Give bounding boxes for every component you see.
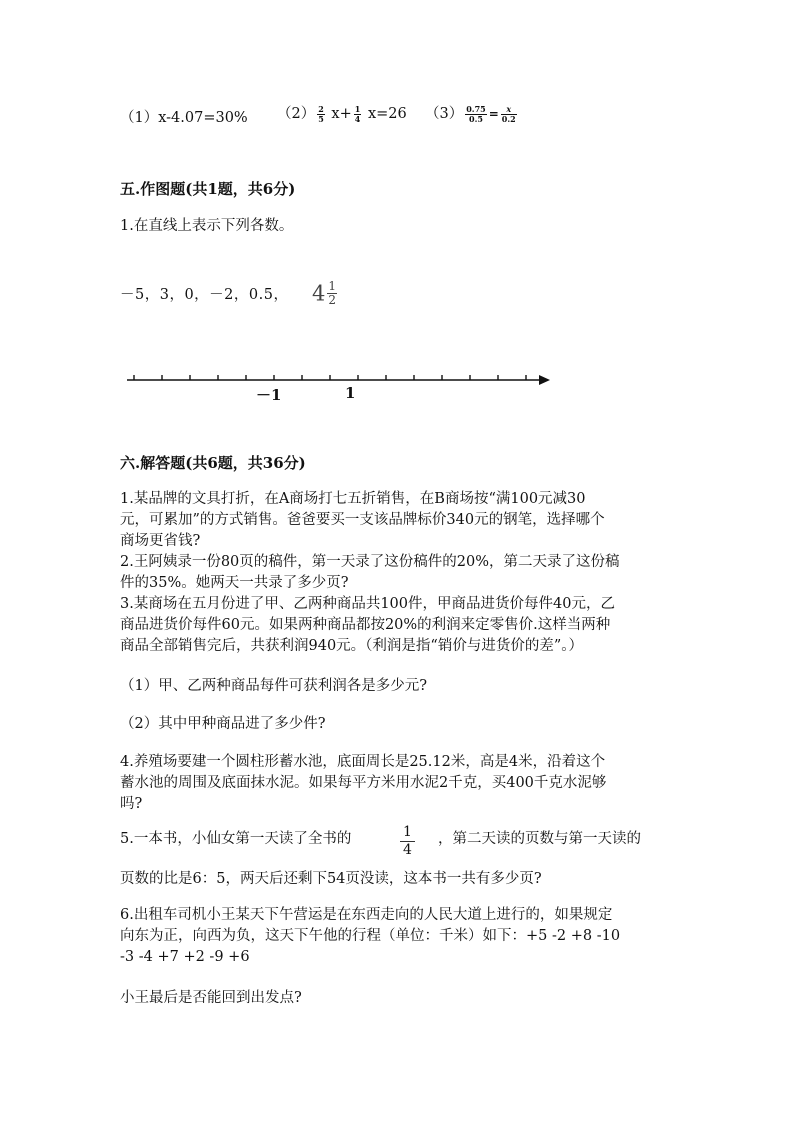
question-6-question: 小王最后是否能回到出发点? <box>120 990 302 1006</box>
question-5-fraction: $\frac{1}{4}$ <box>398 824 417 859</box>
equation-3-prefix: （3） <box>425 106 464 122</box>
equation-1: （1）x-4.07=30% <box>120 110 248 126</box>
question-5-line-2: 页数的比是6：5，两天后还剩下54页没读，这本书一共有多少页? <box>120 871 542 887</box>
question-3-sub-2: （2）其中甲种商品进了多少件? <box>120 716 326 732</box>
equation-2-suffix: x=26 <box>367 106 407 122</box>
equation-2-mid: x+ <box>331 106 352 122</box>
fraction-left: $\frac{0.75}{0.5}$ <box>466 103 486 124</box>
fraction-two-fifths: $\frac{2}{5}$ <box>318 103 324 124</box>
question-5-part-2: ，第二天读的页数与第一天读的 <box>438 831 641 847</box>
question-6: 6.出租车司机小王某天下午营运是在东西走向的人民大道上进行的，如果规定 向东为正，向西为负，这天下午他的行程（单位：千米）如下：+5 -2 +8 -10 -3 -4 +7 +2 -9 +6 <box>120 907 621 965</box>
axis-label-negative-one: －1 <box>256 386 282 404</box>
equation-3 <box>425 104 519 125</box>
mixed-number <box>312 280 339 307</box>
axis-label-one: 1 <box>345 384 356 402</box>
equals-sign: = <box>488 107 499 121</box>
numbers-list: －5，3，0，－2，0.5， <box>120 287 289 303</box>
number-line-arrow <box>539 375 550 385</box>
equation-2 <box>277 104 407 125</box>
mixed-number-fraction: $\frac{1}{2}$ <box>328 279 337 307</box>
question-3: 3.某商场在五月份进了甲、乙两种商品共100件，甲商品进货价每件40元，乙 商品进货价每件60元。如果两种商品都按20%的利润来定零售价.这样当两种 商品全部销售完后，共获利润940元。（利润是指“销价与进货价的差”。） <box>120 596 615 654</box>
question-5-part-1: 5.一本书，小仙女第一天读了全书的 <box>120 831 352 847</box>
number-line <box>120 368 560 408</box>
question-1: 1.某品牌的文具打折，在A商场打七五折销售，在B商场按“满100元减30 元，可累加”的方式销售。爸爸要买一支该品牌标价340元的钢笔，选择哪个 商场更省钱? <box>120 491 605 549</box>
question-4: 4.养殖场要建一个圆柱形蓄水池，底面周长是25.12米，高是4米，沿着这个 蓄水池的周围及底面抹水泥。如果每平方米用水泥2千克，买400千克水泥够 吗? <box>120 754 607 812</box>
question-2: 2.王阿姨录一份80页的稿件，第一天录了这份稿件的20%，第二天录了这份稿 件的35%。她两天一共录了多少页? <box>120 554 620 591</box>
fraction-one-quarter: $\frac{1}{4}$ <box>354 103 361 124</box>
equation-2-prefix: （2） <box>277 106 316 122</box>
section-5-heading: 五.作图题(共1题，共6分) <box>120 180 296 198</box>
section-5-question-1: 1.在直线上表示下列各数。 <box>120 218 294 234</box>
section-6-heading: 六.解答题(共6题，共36分) <box>120 454 306 472</box>
fraction-right: $\frac{x}{0.2}$ <box>501 103 516 124</box>
mixed-number-whole: 4 <box>312 281 326 306</box>
question-3-sub-1: （1）甲、乙两种商品每件可获利润各是多少元? <box>120 678 427 694</box>
